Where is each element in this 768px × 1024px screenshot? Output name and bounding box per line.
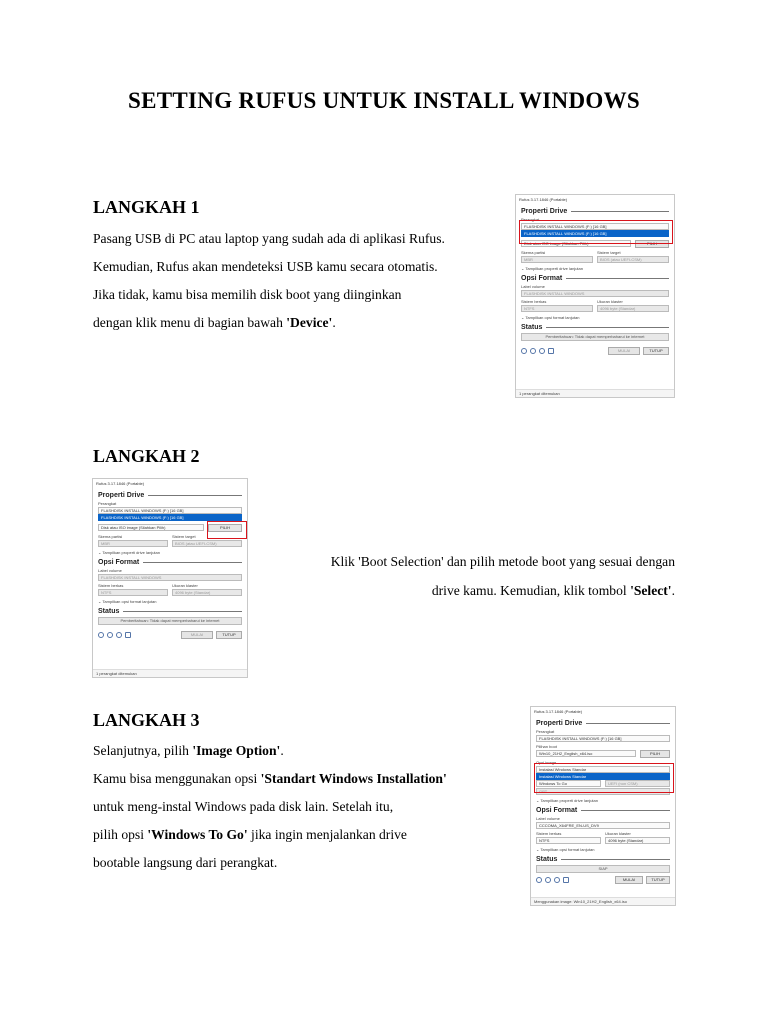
step3-line2 (93, 765, 447, 793)
advanced-format-label: Tampilkan opsi format lanjutan (102, 599, 157, 604)
image-option-standard[interactable]: Instalasi Windows Standar (536, 773, 670, 780)
step1-heading: LANGKAH 1 (93, 197, 200, 217)
partition-select[interactable]: GPT (536, 788, 670, 795)
step3-line4 (93, 821, 407, 849)
globe-icon[interactable] (536, 877, 542, 883)
device-label: Perangkat (521, 217, 540, 222)
status-section-title: Status (521, 324, 669, 331)
step1-line1: Pasang USB di PC atau laptop yang sudah ada di aplikasi Rufus. (93, 231, 445, 246)
step2-select-term: 'Select' (630, 583, 672, 598)
select-button[interactable]: PILIH (208, 524, 242, 532)
advanced-format-toggle[interactable]: ⌄ Tampilkan opsi format lanjutan (536, 847, 595, 852)
step3-line5: bootable langsung dari perangkat. (93, 855, 278, 870)
step3-image-option-term: 'Image Option' (192, 743, 281, 758)
format-section-title: Opsi Format (536, 807, 670, 814)
settings-icon[interactable] (554, 877, 560, 883)
device-option[interactable]: FLASHDISK INSTALL WINDOWS (F:) [16 GB] (521, 230, 669, 237)
step2-line2-end: . (671, 583, 675, 598)
step2-line1: Klik 'Boot Selection' dan pilih metode boot yang sesuai dengan (330, 554, 675, 569)
log-icon[interactable] (125, 632, 131, 638)
device-label: Perangkat (536, 729, 555, 734)
close-button[interactable]: TUTUP (646, 876, 670, 884)
step2-line2-text: drive kamu. Kemudian, klik tombol (431, 583, 631, 598)
target-label: Sistem target (172, 534, 196, 539)
step3-heading: LANGKAH 3 (93, 710, 200, 730)
fs-label: Sistem berkas (536, 831, 562, 836)
cluster-select[interactable]: 4096 byte (Standar) (605, 837, 670, 844)
partition-label: Skema partisi (521, 250, 546, 255)
target-select[interactable]: UEFI (non CSM) (605, 780, 670, 787)
rufus-screenshot-3 (530, 706, 676, 906)
format-section-title: Opsi Format (521, 275, 669, 282)
advanced-format-label: Tampilkan opsi format lanjutan (525, 315, 580, 320)
step1-line2: Kemudian, Rufus akan mendeteksi USB kamu secara otomatis. (93, 259, 438, 274)
device-label: Perangkat (98, 501, 117, 506)
format-section-title: Opsi Format (98, 559, 242, 566)
target-select[interactable]: BIOS (atau UEFI-CSM) (597, 256, 669, 263)
rufus-titlebar: Rufus 3.17.1846 (Portable) (93, 479, 247, 488)
advanced-format-toggle[interactable]: ⌄ Tampilkan opsi format lanjutan (98, 599, 157, 604)
image-option-wtg[interactable]: Windows To Go (536, 780, 601, 787)
cluster-label: Ukuran klaster (172, 583, 198, 588)
boot-select[interactable]: Win10_21H2_English_x64.iso (536, 750, 636, 757)
drive-section-title: Properti Drive (98, 492, 242, 499)
advanced-drive-label: Tampilkan properti drive lanjutan (540, 798, 598, 803)
log-icon[interactable] (548, 348, 554, 354)
drive-section-title: Properti Drive (521, 208, 669, 215)
advanced-drive-toggle[interactable]: ⌄ Tampilkan properti drive lanjutan (536, 798, 598, 803)
rufus-titlebar: Rufus 3.17.1846 (Portable) (531, 707, 675, 716)
advanced-drive-label: Tampilkan properti drive lanjutan (525, 266, 583, 271)
advanced-drive-label: Tampilkan properti drive lanjutan (102, 550, 160, 555)
step1-line4 (93, 309, 336, 337)
status-progress: SIAP (536, 865, 670, 873)
volume-input[interactable]: FLASHDISK INSTALL WINDOWS (521, 290, 669, 297)
close-button[interactable]: TUTUP (216, 631, 242, 639)
status-footer: 1 perangkat ditemukan (516, 389, 674, 397)
status-footer: Menggunakan image: Win10_21H2_English_x64.iso (531, 897, 675, 905)
image-option-label: Opsi image (536, 760, 557, 765)
page-title: SETTING RUFUS UNTUK INSTALL WINDOWS (128, 88, 640, 113)
step3-line1-text: Selanjutnya, pilih (93, 743, 193, 758)
step3-line3: untuk meng-instal Windows pada disk lain. Setelah itu, (93, 799, 394, 814)
boot-select[interactable]: Disk atau ISO image (Silahkan Pilih) (521, 240, 631, 247)
start-button[interactable]: MULAI (615, 876, 643, 884)
drive-section-title: Properti Drive (536, 720, 670, 727)
status-progress: Pemberitahuan: Tidak dapat memperbaharui ke internet (521, 333, 669, 341)
fs-select[interactable]: NTFS (521, 305, 593, 312)
info-icon[interactable] (530, 348, 536, 354)
settings-icon[interactable] (116, 632, 122, 638)
cluster-select[interactable]: 4096 byte (Standar) (172, 589, 242, 596)
partition-label: Skema partisi (98, 534, 123, 539)
device-select[interactable]: FLASHDISK INSTALL WINDOWS (F:) [16 GB] (536, 735, 670, 742)
info-icon[interactable] (545, 877, 551, 883)
rufus-titlebar: Rufus 3.17.1846 (Portable) (516, 195, 674, 204)
step3-line1 (93, 737, 284, 765)
cluster-label: Ukuran klaster (605, 831, 631, 836)
fs-select[interactable]: NTFS (98, 589, 168, 596)
target-select[interactable]: BIOS (atau UEFI-CSM) (172, 540, 242, 547)
info-icon[interactable] (107, 632, 113, 638)
globe-icon[interactable] (521, 348, 527, 354)
status-footer: 1 perangkat ditemukan (93, 669, 247, 677)
highlight-device (519, 220, 673, 244)
step3-line4-text: pilih opsi (93, 827, 148, 842)
status-section-title: Status (98, 608, 242, 615)
device-select[interactable]: FLASHDISK INSTALL WINDOWS (F:) [16 GB] (98, 507, 242, 514)
step3-line4-end: jika ingin menjalankan drive (247, 827, 407, 842)
select-button[interactable]: PILIH (635, 240, 669, 248)
highlight-image-option (534, 763, 674, 793)
volume-label: Label volume (521, 284, 545, 289)
step2-heading: LANGKAH 2 (93, 446, 200, 466)
start-button[interactable]: MULAI (608, 347, 640, 355)
cluster-select[interactable]: 4096 byte (Standar) (597, 305, 669, 312)
step3-line2-text: Kamu bisa menggunakan opsi (93, 771, 261, 786)
advanced-format-toggle[interactable]: ⌄ Tampilkan opsi format lanjutan (521, 315, 580, 320)
status-progress: Pemberitahuan: Tidak dapat memperbaharui ke internet (98, 617, 242, 625)
fs-select[interactable]: NTFS (536, 837, 601, 844)
step3-line1-end: . (280, 743, 284, 758)
advanced-drive-toggle[interactable]: ⌄ Tampilkan properti drive lanjutan (521, 266, 583, 271)
fs-label: Sistem berkas (98, 583, 124, 588)
step1-device-term: 'Device' (286, 315, 333, 330)
volume-label: Label volume (98, 568, 122, 573)
fs-label: Sistem berkas (521, 299, 547, 304)
cluster-label: Ukuran klaster (597, 299, 623, 304)
close-button[interactable]: TUTUP (643, 347, 669, 355)
target-label: Sistem target (597, 250, 621, 255)
step1-line4-end: . (332, 315, 336, 330)
step3-standard-term: 'Standart Windows Installation' (260, 771, 447, 786)
select-button[interactable]: PILIH (640, 750, 670, 758)
advanced-format-label: Tampilkan opsi format lanjutan (540, 847, 595, 852)
highlight-select (207, 521, 247, 539)
start-button[interactable]: MULAI (181, 631, 213, 639)
step3-wtg-term: 'Windows To Go' (147, 827, 248, 842)
device-option[interactable]: FLASHDISK INSTALL WINDOWS (F:) [16 GB] (98, 514, 242, 521)
log-icon[interactable] (563, 877, 569, 883)
volume-input[interactable]: FLASHDISK INSTALL WINDOWS (98, 574, 242, 581)
device-select[interactable]: FLASHDISK INSTALL WINDOWS (F:) [16 GB] (521, 223, 669, 230)
volume-input[interactable]: CCCOMA_X64FRE_EN-US_DV9 (536, 822, 670, 829)
step1-line4-text: dengan klik menu di bagian bawah (93, 315, 287, 330)
boot-select[interactable]: Disk atau ISO image (Silahkan Pilih) (98, 524, 204, 531)
rufus-screenshot-2 (92, 478, 248, 678)
boot-label: Pilihan boot (536, 744, 557, 749)
rufus-screenshot-1 (515, 194, 675, 398)
advanced-drive-toggle[interactable]: ⌄ Tampilkan properti drive lanjutan (98, 550, 160, 555)
step1-line3: Jika tidak, kamu bisa memilih disk boot yang diinginkan (93, 287, 402, 302)
step2-line2 (260, 577, 675, 605)
volume-label: Label volume (536, 816, 560, 821)
partition-select[interactable]: MBR (521, 256, 593, 263)
status-section-title: Status (536, 856, 670, 863)
globe-icon[interactable] (98, 632, 104, 638)
settings-icon[interactable] (539, 348, 545, 354)
image-option-select[interactable]: Instalasi Windows Standar (536, 766, 670, 773)
partition-select[interactable]: MBR (98, 540, 168, 547)
